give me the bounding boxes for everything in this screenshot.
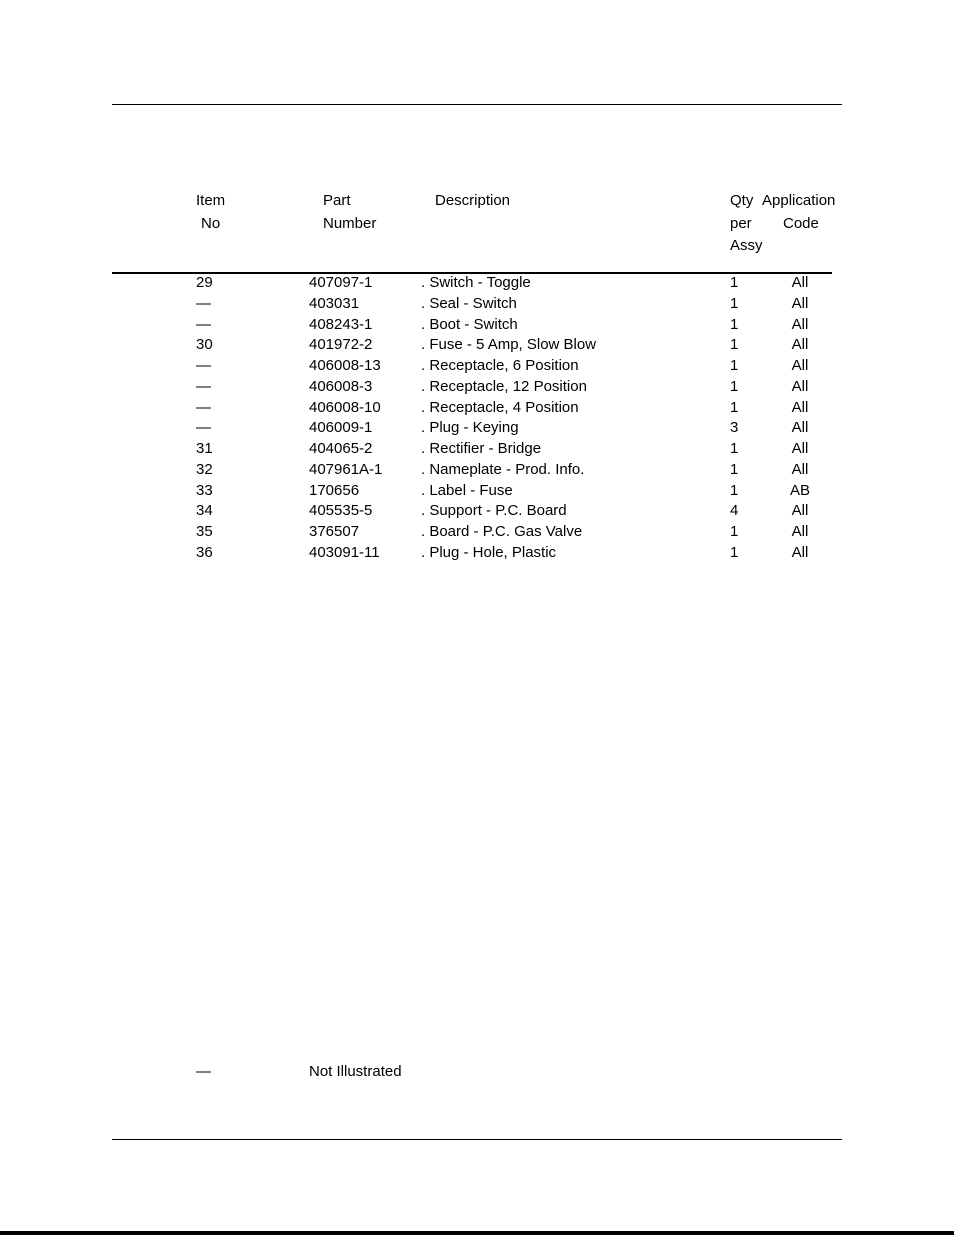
application-code-cell: All [791, 357, 809, 375]
part-number-cell: 406008-10 [309, 398, 381, 416]
header-part-line1: Part [323, 192, 351, 209]
table-row [0, 500, 954, 521]
part-number-cell: 403091-11 [309, 543, 380, 561]
qty-cell: 1 [730, 274, 739, 291]
description-cell: . Support - P.C. Board [421, 502, 567, 520]
table-row [0, 314, 954, 335]
footnote-symbol: — [196, 1063, 211, 1080]
description-cell: . Label - Fuse [421, 481, 513, 499]
part-number-cell: 406008-13 [309, 357, 381, 375]
item-no-cell: — [196, 294, 211, 312]
part-number-cell: 406008-3 [309, 377, 373, 395]
application-code-cell: AB [789, 481, 810, 499]
qty-cell: 1 [730, 315, 739, 333]
header-description [435, 190, 510, 213]
parts-table-body [0, 272, 954, 563]
qty-cell: 1 [730, 460, 739, 478]
application-code-cell: All [791, 502, 809, 520]
item-no-cell: 33 [196, 481, 213, 499]
description-cell: . Board - P.C. Gas Valve [421, 523, 583, 541]
table-row [0, 272, 954, 293]
table-row [0, 334, 954, 355]
header-qty-per-assy [730, 190, 763, 258]
application-code-cell: All [791, 440, 809, 458]
application-code-cell: All [791, 523, 809, 541]
application-code-cell: All [791, 543, 809, 561]
header-item-line1: Item [196, 192, 226, 209]
description-cell: . Boot - Switch [421, 315, 518, 333]
description-cell: . Receptacle, 4 Position [421, 398, 579, 416]
application-code-cell: All [791, 377, 809, 395]
bottom-rule [112, 1139, 842, 1140]
part-number-cell: 403031 [309, 294, 360, 312]
header-qty-line1: Qty [730, 192, 754, 209]
part-number-cell: 404065-2 [309, 440, 373, 458]
header-part-number [323, 190, 376, 235]
item-no-cell: 36 [196, 543, 213, 561]
item-no-cell: — [196, 315, 211, 333]
description-cell: . Seal - Switch [421, 294, 517, 312]
table-row [0, 293, 954, 314]
item-no-cell: — [196, 377, 211, 395]
description-cell: . Plug - Hole, Plastic [421, 543, 557, 561]
table-row [0, 417, 954, 438]
item-no-cell: — [196, 357, 211, 375]
qty-cell: 1 [730, 336, 739, 354]
description-cell: . Receptacle, 12 Position [421, 377, 587, 395]
item-no-cell: 30 [196, 336, 213, 354]
application-code-cell: All [791, 274, 809, 291]
header-app-line1: Application [762, 192, 836, 209]
table-row [0, 521, 954, 542]
header-qty-line3: Assy [730, 237, 763, 254]
table-row [0, 355, 954, 376]
qty-cell: 1 [730, 377, 739, 395]
qty-cell: 1 [730, 294, 739, 312]
footnote-text: Not Illustrated [309, 1063, 402, 1080]
description-cell: . Fuse - 5 Amp, Slow Blow [421, 336, 597, 354]
part-number-cell: 408243-1 [309, 315, 373, 333]
header-qty-line2: per [730, 214, 752, 232]
qty-cell: 1 [730, 440, 739, 458]
description-cell: . Rectifier - Bridge [421, 440, 542, 458]
item-no-cell: 34 [196, 502, 213, 520]
page-bottom-bar [0, 1231, 954, 1235]
description-cell: . Switch - Toggle [421, 274, 531, 291]
item-no-cell: — [196, 398, 211, 416]
application-code-cell: All [791, 294, 809, 312]
item-no-cell: — [196, 419, 211, 437]
application-code-cell: All [791, 419, 809, 437]
qty-cell: 3 [730, 419, 739, 437]
qty-cell: 1 [730, 543, 739, 561]
application-code-cell: All [791, 398, 809, 416]
part-number-cell: 406009-1 [309, 419, 373, 437]
top-rule [112, 104, 842, 105]
description-cell: . Receptacle, 6 Position [421, 357, 579, 375]
application-code-cell: All [791, 336, 809, 354]
part-number-cell: 170656 [309, 481, 360, 499]
table-row [0, 480, 954, 501]
header-part-line2: Number [323, 214, 377, 232]
table-row [0, 397, 954, 418]
application-code-cell: All [791, 315, 809, 333]
part-number-cell: 376507 [309, 523, 360, 541]
qty-cell: 1 [730, 523, 739, 541]
header-description-label: Description [435, 192, 511, 209]
qty-cell: 4 [730, 502, 739, 520]
part-number-cell: 405535-5 [309, 502, 373, 520]
table-row [0, 438, 954, 459]
table-row [0, 542, 954, 563]
table-row [0, 459, 954, 480]
table-row [0, 376, 954, 397]
item-no-cell: 32 [196, 460, 213, 478]
part-number-cell: 407961A-1 [309, 460, 383, 478]
item-no-cell: 35 [196, 523, 213, 541]
application-code-cell: All [791, 460, 809, 478]
header-application-code [762, 190, 835, 235]
part-number-cell: 407097-1 [309, 274, 373, 291]
qty-cell: 1 [730, 357, 739, 375]
description-cell: . Plug - Keying [421, 419, 519, 437]
qty-cell: 1 [730, 481, 739, 499]
item-no-cell: 31 [196, 440, 213, 458]
header-item-line2: No [201, 214, 221, 232]
item-no-cell: 29 [196, 274, 213, 291]
part-number-cell: 401972-2 [309, 336, 373, 354]
qty-cell: 1 [730, 398, 739, 416]
header-app-line2: Code [783, 214, 819, 232]
description-cell: . Nameplate - Prod. Info. [421, 460, 585, 478]
header-item-no [196, 190, 225, 235]
